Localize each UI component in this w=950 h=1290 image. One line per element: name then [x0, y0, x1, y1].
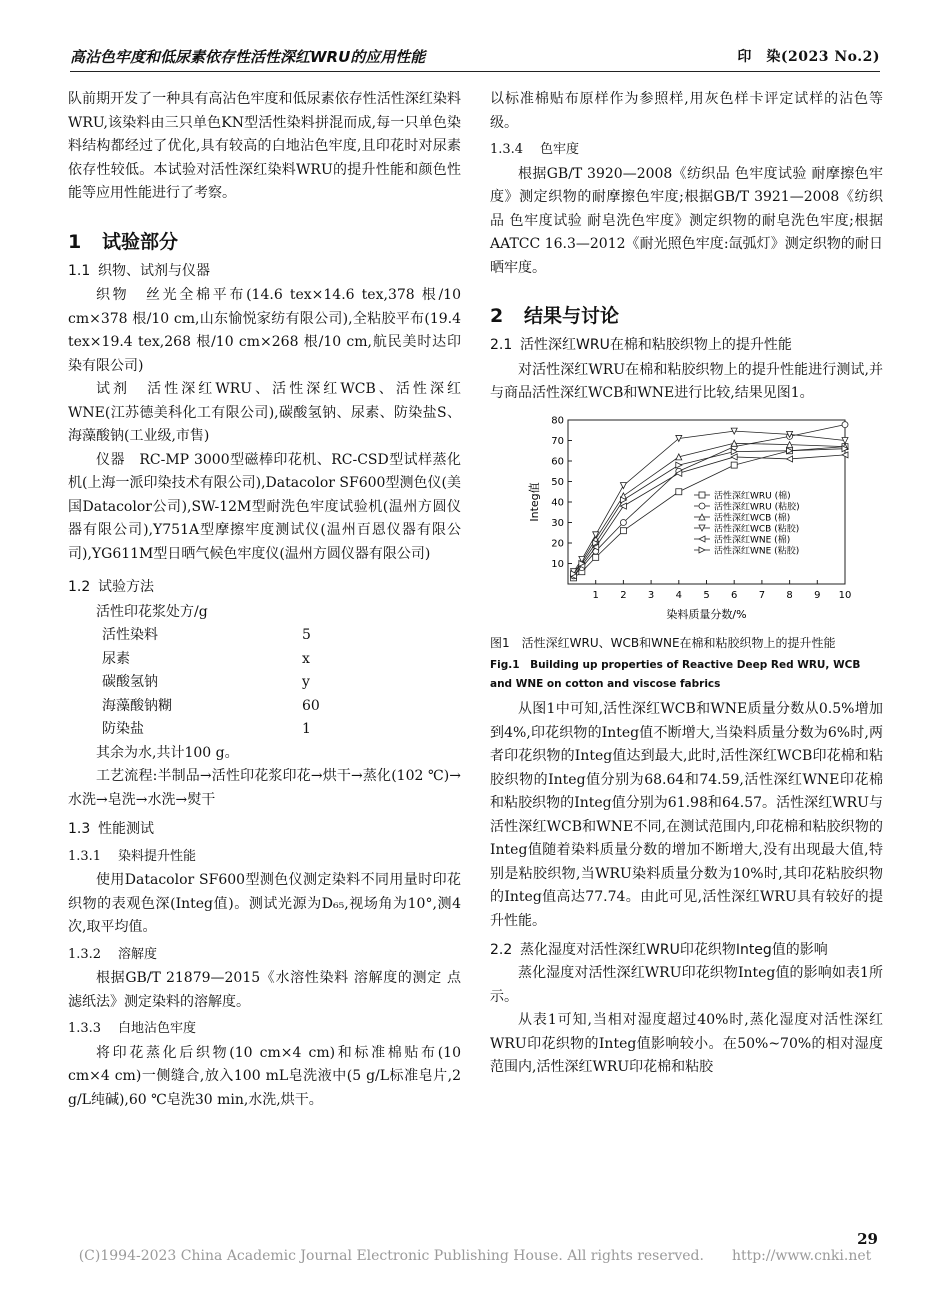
section-title: 染料提升性能 [118, 848, 197, 864]
left-column [68, 88, 461, 1112]
recipe-amount: 60 [302, 697, 320, 714]
recipe-row [68, 624, 461, 648]
data-point [620, 519, 626, 525]
series-line [574, 443, 845, 573]
running-title: 高沾色牢度和低尿素依存性活性深红WRU的应用性能 [70, 48, 426, 66]
process-flow: 工艺流程:半制品→活性印花浆印花→烘干→蒸化(102 ℃)→水洗→皂洗→水洗→熨干 [68, 768, 461, 808]
fabric-paragraph: 织物 丝光全棉平布(14.6 tex×14.6 tex,378 根/10 cm×378 根/10 cm,山东愉悦家纺有限公司),全粘胶平布(19.4 tex×19.4 tex,268 根/10 cm×268 根/10 cm,航民美时达印染有限公司) [68, 287, 461, 374]
x-tick-label: 10 [838, 589, 852, 601]
section-title: 蒸化湿度对活性深红WRU印花织物Integ值的影响 [520, 942, 828, 958]
section-1-3-2-text: 根据GB/T 21879—2015《水溶性染料 溶解度的测定 点滤纸法》测定染料的溶解度。 [68, 970, 461, 1010]
section-number: 1.3.1 [68, 848, 102, 864]
section-title: 色牢度 [540, 142, 580, 157]
y-tick-label: 80 [551, 415, 564, 426]
page-number: 29 [857, 1230, 878, 1248]
section-number: 1.3 [68, 821, 91, 837]
series-line [574, 448, 845, 573]
legend-label: 活性深红WNE (棉) [714, 535, 791, 545]
legend-label: 活性深红WCB (粘胶) [714, 524, 800, 534]
recipe-ingredient: 海藻酸钠糊 [102, 697, 172, 714]
section-number: 1.3.4 [490, 142, 524, 157]
y-tick-label: 20 [551, 538, 564, 549]
section-number: 1 [68, 230, 82, 253]
recipe-ingredient: 碳酸氢钠 [102, 674, 158, 690]
x-tick-label: 7 [758, 589, 766, 601]
recipe-amount: y [302, 674, 310, 690]
recipe-row [68, 648, 461, 672]
y-tick-label: 30 [551, 517, 564, 529]
figure-caption-en: Fig.1 Building up properties of Reactive Deep Red WRU, WCB and WNE on cotton and viscose fabrics [490, 659, 861, 690]
section-title: 活性深红WRU在棉和粘胶织物上的提升性能 [520, 337, 792, 353]
section-number: 1.1 [68, 262, 91, 279]
x-tick-label: 3 [647, 589, 655, 601]
data-point [787, 455, 793, 461]
section-1-3-3-text: 将印花蒸化后织物(10 cm×4 cm)和标准棉贴布(10 cm×4 cm)一侧缝合,放入100 mL皂洗液中(5 g/L标准皂片,2 g/L纯碱),60 ℃皂洗30 min,水洗,烘干。 [68, 1044, 461, 1108]
data-point [699, 503, 705, 509]
section-title: 溶解度 [118, 946, 158, 962]
section-title: 结果与讨论 [524, 305, 620, 327]
figure-discussion: 从图1中可知,活性深红WCB和WNE质量分数从0.5%增加到4%,印花织物的Integ值不断增大,当染料质量分数为6%时,两者印花织物的Integ值达到最大,此时,活性深红WCB印花棉和粘胶织物的Integ值分别为68.64和74.59,活性深红WNE印花棉和粘胶织物的Integ值分别为61.98和64.57。活性深红WRU与活性深红WCB和WNE不同,在测试范围内,印花棉和粘胶织物的Integ值随着染料质量分数的增加不断增大,没有出现最大值,特别是粘胶织物,当WRU染料质量分数为10%时,其印花粘胶织物的Integ值高达77.74。由此可见,活性深红WRU具有较好的提升性能。 [490, 701, 883, 929]
section-1-3-1-text: 使用Datacolor SF600型测色仪测定染料不同用量时印花织物的表观色深(Integ值)。测试光源为D₆₅,视场角为10°,测4次,取平均值。 [68, 872, 461, 935]
data-point [593, 531, 599, 537]
section-1-heading [68, 228, 461, 256]
section-number: 1.3.2 [68, 946, 102, 962]
section-2-1-heading [490, 334, 883, 358]
plot-frame [568, 420, 845, 584]
x-tick-label: 4 [675, 589, 682, 601]
section-2-heading [490, 302, 883, 330]
recipe-row [68, 718, 461, 742]
recipe-ingredient: 活性染料 [102, 627, 158, 643]
section-2-2-heading [490, 939, 883, 961]
recipe-amount: 1 [302, 721, 311, 737]
reagent-paragraph: 试剂 活性深红WRU、活性深红WCB、活性深红WNE(江苏德美科化工有限公司),碳酸氢钠、尿素、防染盐S、海藻酸钠(工业级,市售) [68, 381, 461, 444]
section-1-3-2-heading [68, 943, 461, 967]
data-point [620, 527, 626, 533]
x-tick-label: 6 [731, 589, 738, 601]
y-axis-label: Integ值 [528, 481, 541, 522]
section-title: 白地沾色牢度 [118, 1021, 197, 1036]
integ-chart [490, 412, 883, 622]
data-point [699, 492, 705, 498]
section-1-3-heading [68, 818, 461, 842]
data-point [699, 536, 705, 542]
legend-label: 活性深红WCB (棉) [714, 513, 791, 523]
copyright-footer: (C)1994-2023 China Academic Journal Electronic Publishing House. All rights reserved. http://www.cnki.net [78, 1248, 872, 1264]
y-tick-label: 10 [551, 558, 564, 570]
legend-label: 活性深红WRU (棉) [714, 491, 791, 501]
legend-label: 活性深红WRU (粘胶) [714, 502, 800, 512]
instrument-paragraph: 仪器 RC-MP 3000型磁棒印花机、RC-CSD型试样蒸化机(上海一派印染技术有限公司),Datacolor SF600型测色仪(美国Datacolor公司),SW-12M型耐洗色牢度试验机(温州方圆仪器有限公司),Y751A型摩擦牢度测试仪(温州百恩仪器有限公司),YG611M型日晒气候色牢度仪(温州方圆仪器有限公司) [68, 451, 461, 562]
y-tick-label: 60 [551, 456, 564, 467]
data-point [620, 482, 626, 488]
section-2-1-text: 对活性深红WRU在棉和粘胶织物上的提升性能进行测试,并与商品活性深红WCB和WNE进行比较,结果见图1。 [490, 361, 883, 401]
x-tick-label: 5 [703, 589, 710, 601]
data-point [842, 421, 848, 427]
section-1-1-heading [68, 260, 461, 284]
section-1-3-4-text: 根据GB/T 3920—2008《纺织品 色牢度试验 耐摩擦色牢度》测定织物的耐摩擦色牢度;根据GB/T 3921—2008《纺织品 色牢度试验 耐皂洗色牢度》测定织物的耐皂洗色牢度;根据AATCC 16.3—2012《耐光照色牢度:氙弧灯》测定织物的耐日晒牢度。 [490, 165, 883, 276]
y-tick-label: 70 [551, 435, 564, 447]
x-tick-label: 9 [814, 589, 821, 601]
x-axis-label: 染料质量分数/% [666, 607, 747, 621]
recipe-ingredient: 防染盐 [102, 721, 144, 737]
series-line [574, 424, 845, 575]
section-number: 1.3.3 [68, 1021, 102, 1036]
recipe-row [68, 671, 461, 695]
section-2-2-text-1: 蒸化湿度对活性深红WRU印花织物Integ值的影响如表1所示。 [490, 965, 883, 1005]
recipe-row [68, 695, 461, 719]
section-1-2-heading [68, 576, 461, 600]
section-number: 1.2 [68, 579, 91, 595]
data-point [676, 488, 682, 494]
section-number: 2 [490, 305, 504, 327]
x-tick-label: 8 [786, 589, 793, 601]
section-1-3-4-heading [490, 138, 883, 162]
y-tick-label: 50 [551, 476, 564, 488]
section-title: 试验方法 [98, 579, 154, 595]
journal-issue: 印 染(2023 No.2) [737, 49, 880, 65]
recipe-amount: x [302, 650, 310, 667]
section-1-3-3-heading [68, 1017, 461, 1041]
section-title: 性能测试 [98, 821, 154, 837]
legend-label: 活性深红WNE (粘胶) [714, 546, 800, 556]
recipe-ingredient: 尿素 [102, 650, 130, 667]
recipe-amount: 5 [302, 627, 311, 643]
continued-paragraph: 以标准棉贴布原样作为参照样,用灰色样卡评定试样的沾色等级。 [490, 91, 883, 131]
data-point [676, 453, 682, 459]
y-tick-label: 40 [551, 497, 564, 508]
data-point [731, 462, 737, 468]
recipe-rest: 其余为水,共计100 g。 [96, 744, 239, 761]
figure-1 [490, 412, 883, 695]
intro-paragraph: 队前期开发了一种具有高沾色牢度和低尿素依存性活性深红染料WRU,该染料由三只单色KN型活性染料拼混而成,每一只单色染料结构都经过了优化,具有较高的白地沾色牢度,且印花时对尿素依存性较低。本试验对活性深红染料WRU的提升性能和颜色性能等应用性能进行了考察。 [68, 91, 461, 201]
section-number: 2.2 [490, 942, 513, 958]
data-point [620, 503, 626, 509]
x-tick-label: 2 [620, 589, 627, 601]
section-title: 试验部分 [102, 230, 179, 253]
recipe-title: 活性印花浆处方/g [96, 603, 208, 620]
section-title: 织物、试剂与仪器 [98, 262, 210, 279]
series-line [574, 446, 845, 577]
series-line [574, 431, 845, 572]
data-point [593, 554, 599, 560]
data-point [731, 453, 737, 459]
header-rule [70, 71, 880, 72]
data-point [676, 462, 682, 468]
section-number: 2.1 [490, 337, 513, 353]
x-tick-label: 1 [592, 589, 599, 601]
figure-caption-cn: 图1 活性深红WRU、WCB和WNE在棉和粘胶织物上的提升性能 [490, 636, 836, 650]
data-point [699, 547, 705, 553]
section-1-3-1-heading [68, 845, 461, 869]
series-line [574, 454, 845, 575]
right-column [490, 88, 883, 1080]
section-2-2-text-2: 从表1可知,当相对湿度超过40%时,蒸化湿度对活性深红WRU印花织物的Integ值影响较小。在50%~70%的相对湿度范围内,活性深红WRU印花棉和粘胶 [490, 1012, 883, 1075]
